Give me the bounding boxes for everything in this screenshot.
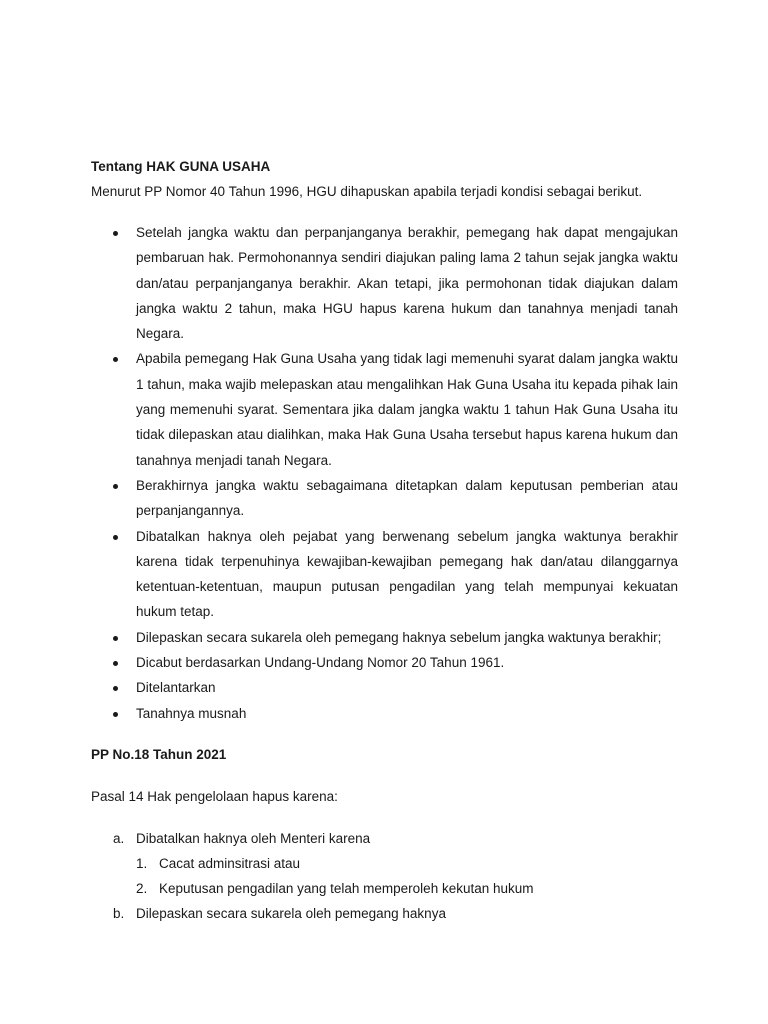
list-item	[91, 826, 678, 901]
section-heading: PP No.18 Tahun 2021	[91, 746, 227, 762]
bullet-icon	[113, 636, 118, 641]
list-item-text: Dicabut berdasarkan Undang-Undang Nomor 20 Tahun 1961.	[136, 655, 505, 671]
intro-paragraph: Menurut PP Nomor 40 Tahun 1996, HGU dihapuskan apabila terjadi kondisi sebagai berikut.	[91, 184, 643, 199]
list-item-text: Dibatalkan haknya oleh Menteri karena	[136, 830, 371, 846]
list-marker: 1.	[136, 855, 148, 871]
bullet-icon	[113, 484, 118, 489]
hgu-conditions-list	[91, 220, 678, 726]
bullet-icon	[113, 535, 118, 540]
sub-list	[136, 851, 678, 901]
bullet-icon	[113, 661, 118, 666]
list-item-text: Berakhirnya jangka waktu sebagaimana ditetapkan dalam keputusan pemberian atau perpanjangannya.	[136, 477, 678, 519]
list-item	[91, 473, 678, 524]
bullet-icon	[113, 357, 118, 362]
list-item	[91, 220, 678, 346]
bullet-icon	[113, 686, 118, 691]
bullet-icon	[113, 231, 118, 236]
list-item-text: Apabila pemegang Hak Guna Usaha yang tidak lagi memenuhi syarat dalam jangka waktu 1 tahun, maka wajib melepaskan atau mengalihkan Hak Guna Usaha itu kepada pihak lain yang memenuhi syarat. Sementara jika dalam jangka waktu 1 tahun Hak Guna Usaha itu tidak dilepaskan atau dialihkan, maka Hak Guna Usaha tersebut hapus karena hukum dan tanahnya menjadi tanah Negara.	[136, 351, 678, 468]
list-item	[91, 650, 678, 675]
list-item-text: Cacat adminsitrasi atau	[159, 855, 301, 871]
list-item	[91, 901, 678, 926]
document-page	[91, 154, 678, 926]
list-marker: a.	[113, 830, 125, 846]
list-item-text: Ditelantarkan	[136, 680, 216, 696]
list-marker: b.	[113, 905, 125, 921]
sub-list-item	[136, 876, 678, 901]
list-item	[91, 524, 678, 625]
list-marker: 2.	[136, 880, 148, 896]
bullet-icon	[113, 712, 118, 717]
pasal-paragraph: Pasal 14 Hak pengelolaan hapus karena:	[91, 788, 338, 804]
list-item	[91, 346, 678, 472]
sub-list-item	[136, 851, 678, 876]
list-item-text: Dilepaskan secara sukarela oleh pemegang haknya	[136, 905, 446, 921]
list-item	[91, 701, 678, 726]
document-title: Tentang HAK GUNA USAHA	[91, 159, 271, 174]
list-item	[91, 675, 678, 700]
pasal-list	[91, 826, 678, 926]
list-item-text: Dibatalkan haknya oleh pejabat yang berwenang sebelum jangka waktunya berakhir karena tidak terpenuhinya kewajiban-kewajiban pemegang hak dan/atau dilanggarnya ketentuan-ketentuan, maupun putusan pengadilan yang telah mempunyai kekuatan hukum tetap.	[136, 528, 678, 620]
list-item-text: Dilepaskan secara sukarela oleh pemegang haknya sebelum jangka waktunya berakhir;	[136, 629, 662, 645]
list-item-text: Tanahnya musnah	[136, 705, 247, 721]
list-item	[91, 625, 678, 650]
list-item-text: Setelah jangka waktu dan perpanjanganya berakhir, pemegang hak dapat mengajukan pembaruan hak. Permohonannya sendiri diajukan paling lama 2 tahun sejak jangka waktu dan/atau perpanjanganya berakhir. Akan tetapi, jika permohonan tidak diajukan dalam jangka waktu 2 tahun, maka HGU hapus karena hukum dan tanahnya menjadi tanah Negara.	[136, 225, 678, 342]
list-item-text: Keputusan pengadilan yang telah memperoleh kekutan hukum	[159, 880, 534, 896]
